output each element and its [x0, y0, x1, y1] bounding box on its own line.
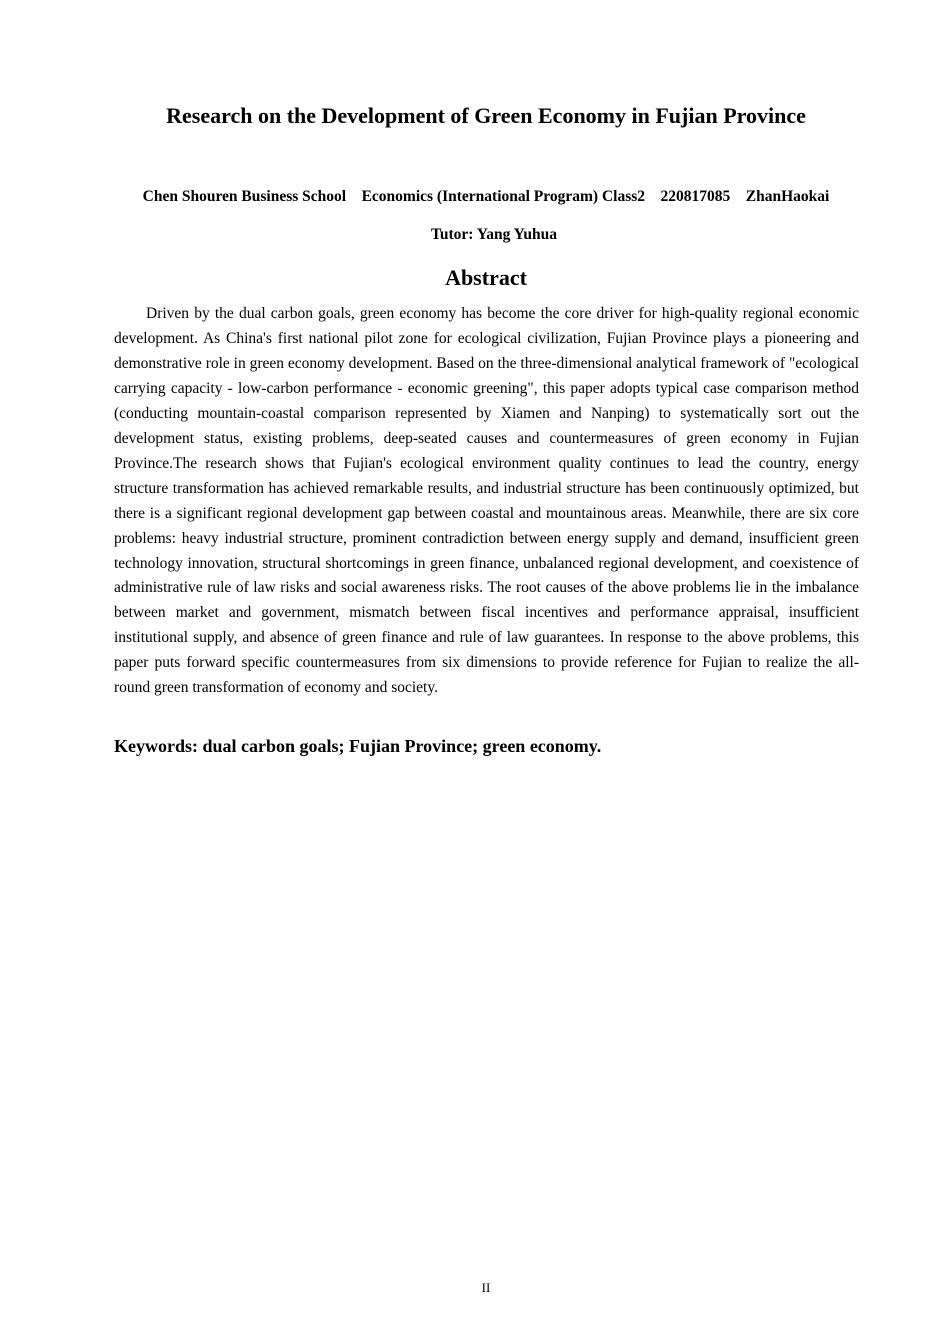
abstract-heading: Abstract — [445, 265, 527, 290]
keywords-line: Keywords: dual carbon goals; Fujian Province; green economy. — [114, 736, 602, 756]
author-byline: Chen Shouren Business School Economics (International Program) Class2 220817085 ZhanHaokai — [142, 188, 830, 205]
paper-title: Research on the Development of Green Economy in Fujian Province — [166, 103, 806, 128]
abstract-body: Driven by the dual carbon goals, green economy has become the core driver for high-quality regional economic development. As China's first national pilot zone for ecological civilization, Fujian Province plays a pioneering and demonstrative role in green economy development. Based on the three-dimensional analytical framework of "ecological carrying capacity - low-carbon performance - economic greening", this paper adopts typical case comparison method (conducting mountain-coastal comparison represented by Xiamen and Nanping) to systematically sort out the development status, existing problems, deep-seated causes and countermeasures of green economy in Fujian Province.The research shows that Fujian's ecological environment quality continues to lead the country, energy structure transformation has achieved remarkable results, and industrial structure has been continuously optimized, but there is a significant regional development gap between coastal and mountainous areas. Meanwhile, there are six core problems: heavy industrial structure, prominent contradiction between energy supply and demand, insufficient green technology innovation, structural shortcomings in green finance, unbalanced regional development, and coexistence of administrative rule of law risks and social awareness risks. The root causes of the above problems lie in the imbalance between market and government, mismatch between fiscal incentives and performance appraisal, insufficient institutional supply, and absence of green finance and rule of law guarantees. In response to the above problems, this paper puts forward specific countermeasures from six dimensions to provide reference for Fujian to realize the all-round green transformation of economy and society. — [114, 305, 859, 697]
tutor-line: Tutor: Yang Yuhua — [430, 226, 558, 243]
page-number: II — [481, 1280, 491, 1295]
